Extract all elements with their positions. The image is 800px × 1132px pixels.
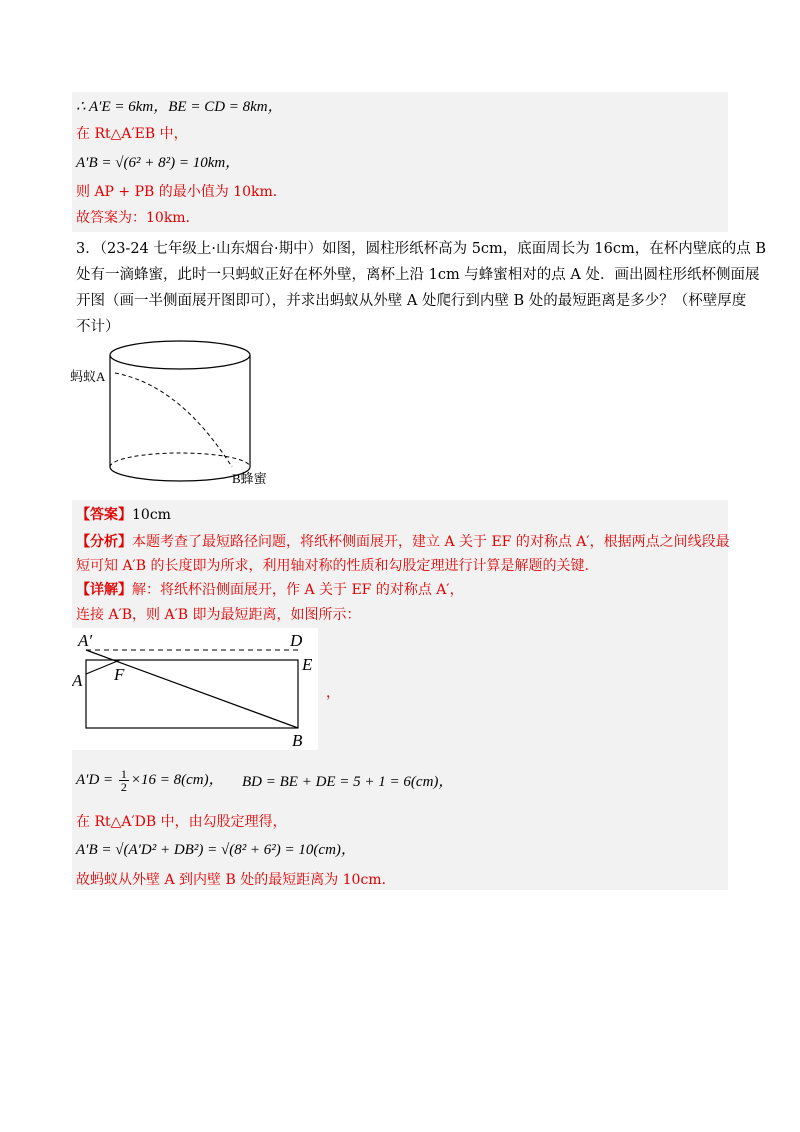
cylinder-bottom-back-arc — [110, 453, 250, 467]
question-line-2: 处有一滴蜂蜜，此时一只蚂蚁正好在杯外壁，离杯上沿 1cm 与蜂蜜相对的点 A 处．画出圆柱形纸杯侧面展 — [76, 267, 760, 283]
calc-1-right: ×16 = 8(cm)， — [130, 772, 224, 788]
prev-solution-line-1: ∴ A′E = 6km，BE = CD = 8km， — [76, 99, 283, 115]
calc-line-2: 在 Rt△A′DB 中，由勾股定理得， — [76, 814, 287, 830]
prev-solution-line-5: 故答案为：10km． — [76, 210, 200, 226]
answer-tag: 【答案】 — [76, 507, 132, 523]
fraction-numerator: 1 — [120, 767, 127, 782]
segment-A-prime-B — [86, 650, 298, 728]
label-ant-A: 蚂蚁A — [70, 369, 106, 384]
analysis-tag: 【分析】 — [76, 534, 132, 550]
calc-line-1-second: BD = BE + DE = 5 + 1 = 6(cm)， — [242, 774, 454, 790]
prev-solution-line-4: 则 AP + PB 的最小值为 10km． — [76, 184, 287, 200]
prev-solution-line-2: 在 Rt△A′EB 中， — [76, 126, 188, 142]
analysis-line-1 — [76, 532, 730, 552]
fraction-one-half — [119, 768, 129, 793]
unfolded-figure — [72, 628, 318, 750]
prev-solution-line-3: A′B = √(6² + 8²) = 10km， — [76, 155, 241, 171]
label-A: A — [72, 671, 83, 690]
fraction-denominator: 2 — [120, 780, 127, 795]
detail-text-1: 解：将纸杯沿侧面展开，作 A 关于 EF 的对称点 A′， — [132, 582, 464, 598]
question-line-3: 开图（画一半侧面展开图即可），并求出蚂蚁从外壁 A 处爬行到内壁 B 处的最短距离是多少？（杯壁厚度 — [76, 293, 747, 309]
label-F: F — [114, 665, 125, 684]
calc-1-left: A′D = — [76, 772, 117, 788]
label-A-prime: A′ — [78, 631, 93, 650]
answer-line — [76, 505, 171, 525]
calc-line-1 — [76, 765, 224, 795]
cylinder-top-ellipse — [110, 341, 250, 369]
answer-value: 10cm — [132, 507, 171, 523]
cylinder-figure — [70, 335, 280, 495]
label-D: D — [290, 631, 303, 650]
question-line-4: 不计） — [76, 319, 120, 335]
detail-line-1 — [76, 580, 464, 600]
label-honey-B: B蜂蜜 — [232, 471, 267, 486]
detail-tag: 【详解】 — [76, 582, 132, 598]
calc-line-3: A′B = √(A′D² + DB²) = √(8² + 6²) = 10(cm)， — [76, 842, 356, 858]
detail-line-2: 连接 A′B，则 A′B 即为最短距离，如图所示： — [76, 607, 361, 623]
cylinder-bottom-front-arc — [110, 467, 250, 481]
figure-trailing-comma: ， — [326, 685, 340, 701]
question-line-1: 3．（23-24 七年级上·山东烟台·期中）如图，圆柱形纸杯高为 5cm，底面周长为 16cm，在杯内壁底的点 B — [76, 241, 766, 257]
analysis-text-1: 本题考查了最短路径问题，将纸杯侧面展开，建立 A 关于 EF 的对称点 A′，根据两点之间线段最 — [132, 534, 730, 550]
label-E: E — [302, 655, 313, 674]
calc-line-4: 故蚂蚁从外壁 A 到内壁 B 处的最短距离为 10cm． — [76, 872, 396, 888]
label-B: B — [292, 731, 303, 750]
analysis-line-2: 短可知 A′B 的长度即为所求，利用轴对称的性质和勾股定理进行计算是解题的关键. — [76, 558, 589, 574]
